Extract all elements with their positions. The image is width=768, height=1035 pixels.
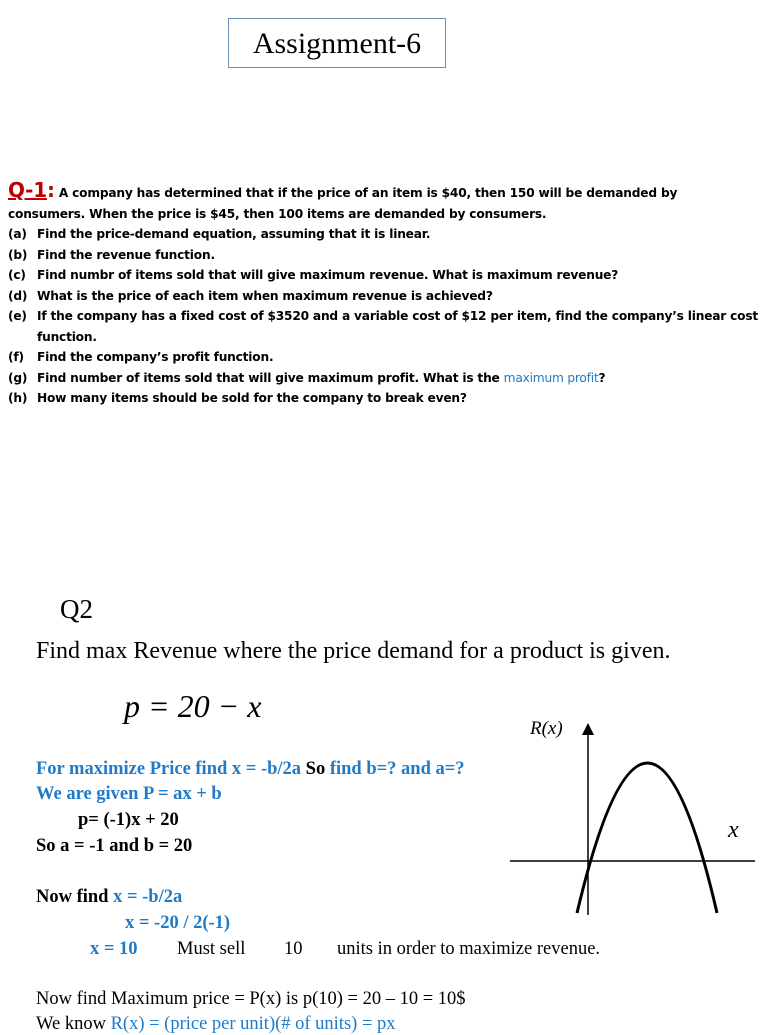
solution-line-8: Now find Maximum price = P(x) is p(10) = 20 – 10 = 10$ [36, 989, 466, 1009]
q1-item-label: (d) [8, 288, 28, 303]
revenue-graph [505, 715, 755, 920]
q1-intro-line2: consumers. When the price is $45, then 100 items are demanded by consumers. [8, 206, 547, 221]
solution-text: We are given P = ax + b [36, 784, 222, 804]
solution-line-7-maximize: units in order to maximize revenue. [337, 939, 601, 959]
q1-item-text: Find the price-demand equation, assuming that it is linear. [37, 227, 431, 241]
q1-item-text: Find the revenue function. [37, 247, 215, 262]
solution-text: x = -20 / 2(-1) [125, 913, 231, 933]
q1-item [8, 368, 762, 389]
q1-item [8, 286, 762, 307]
q2-title: Q2 [60, 594, 93, 624]
solution-line-3: p= (-1)x + 20 [78, 810, 179, 830]
solution-line-4: So a = -1 and b = 20 [36, 836, 193, 856]
q1-item [8, 224, 762, 245]
q1-colon: : [47, 178, 55, 202]
solution-text: We know [36, 1014, 111, 1034]
q1-item-text: If the company has a fixed cost of $3520 and a variable cost of $12 per item, find the company’s linear cost function. [37, 309, 759, 344]
q1-item-text: Find the company’s profit function. [37, 350, 274, 364]
solution-text: For maximize Price find x = -b/2a [36, 759, 302, 779]
q1-item-label: (g) [8, 370, 28, 385]
q1-item-text: Find number of items sold that will give maximum profit. What is the [37, 370, 504, 385]
q1-item-label: (a) [8, 227, 27, 241]
q1-item-label: (c) [8, 268, 26, 282]
solution-text: Now find [36, 887, 114, 907]
solution-text: So [301, 759, 330, 779]
q2-question-text: Find max Revenue where the price demand for a product is given. [36, 638, 671, 664]
q1-item-label: (h) [8, 391, 28, 405]
question-1 [8, 180, 762, 409]
solution-line-2 [36, 784, 222, 805]
assignment-title: Assignment-6 [228, 18, 446, 68]
q1-item [8, 306, 762, 347]
revenue-parabola [577, 763, 717, 913]
solution-text: R(x) = (price per unit)(# of units) = px [110, 1014, 396, 1034]
q1-highlight-text: maximum profit [503, 370, 599, 385]
q1-intro-line1 [8, 180, 762, 204]
q1-item-text: What is the price of each item when maximum revenue is achieved? [37, 288, 493, 303]
solution-line-7-must-sell: Must sell [177, 939, 246, 959]
solution-line-9 [36, 1014, 396, 1035]
q1-item-tail: ? [598, 370, 606, 385]
q1-item-text: Find numbr of items sold that will give maximum revenue. What is maximum revenue? [37, 268, 619, 282]
graph-x-label: x [728, 817, 739, 843]
q1-item-label: (f) [8, 350, 24, 364]
graph-y-label: R(x) [530, 718, 563, 739]
q1-item-label: (b) [8, 247, 28, 262]
solution-text: x = 10 [90, 939, 138, 959]
solution-line-7-units: 10 [284, 939, 303, 959]
solution-text: x = -b/2a [113, 887, 183, 907]
q1-item [8, 245, 762, 266]
q1-item-label: (e) [8, 309, 27, 323]
q1-label: Q-1 [8, 178, 47, 202]
q1-intro-text1: A company has determined that if the price of an item is $40, then 150 will be demanded by [54, 186, 678, 200]
price-demand-formula: p = 20 − x [124, 688, 262, 724]
solution-line-7 [90, 939, 138, 960]
solution-line-5 [36, 887, 182, 908]
q1-item [8, 347, 762, 368]
q1-item [8, 265, 762, 286]
solution-line-1 [36, 759, 465, 780]
q1-item-text: How many items should be sold for the company to break even? [37, 391, 467, 405]
solution-line-6 [125, 913, 230, 934]
q1-item [8, 388, 762, 409]
solution-text: find b=? and a=? [329, 759, 465, 779]
